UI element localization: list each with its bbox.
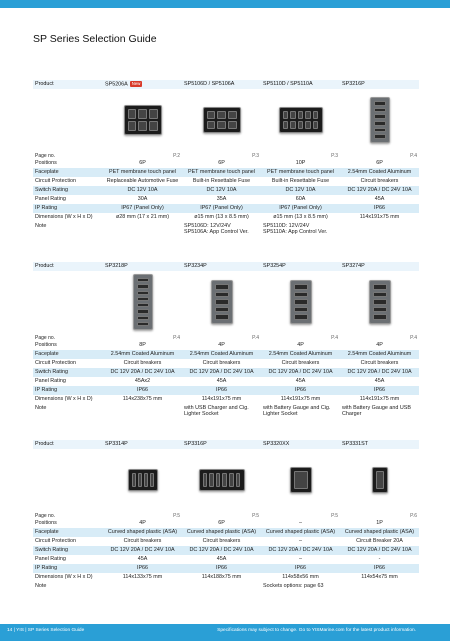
footer-disclaimer: Specifications may subject to change. Go to YISMarine.com for the latest product information. (217, 628, 416, 633)
product-name: SP3274P (342, 263, 365, 270)
page-ref: P.3 (331, 152, 338, 159)
spec-panel: 45A (216, 378, 227, 385)
footer-left-text: 14 | YIS | SP Series Selection Guide (7, 628, 85, 633)
spec-positions: 8P (139, 342, 146, 349)
spec-ip: IP66 (340, 204, 419, 213)
spec-dims: 114x133x75 mm (122, 574, 163, 581)
product-name: SP3331ST (342, 441, 369, 448)
label-panel: Panel Rating (35, 196, 66, 203)
label-switch: Switch Rating (33, 368, 103, 377)
label-ip: IP Rating (33, 564, 103, 573)
selection-table-1 (33, 80, 419, 245)
product-name-cell (103, 440, 182, 449)
spec-protection: Circuit breakers (123, 360, 162, 367)
spec-dims: 114x191x75 mm (280, 396, 321, 403)
product-name: SP3316P (184, 441, 207, 448)
label-product: Product (33, 80, 103, 89)
spec-note (340, 222, 419, 245)
product-image (340, 271, 419, 333)
page-ref: P.6 (410, 512, 417, 519)
spec-positions: – (299, 520, 302, 527)
product-image (261, 89, 340, 151)
spec-ip: IP66 (261, 386, 340, 395)
label-protection: Circuit Protection (35, 360, 77, 367)
spec-positions: 4P (139, 520, 146, 527)
spec-dims: 114x238x75 mm (122, 396, 163, 403)
product-name: SP3218P (105, 263, 128, 270)
label-protection: Circuit Protection (35, 178, 77, 185)
spec-switch: DC 12V 10A (261, 186, 340, 195)
spec-faceplate: PET membrane touch panel (182, 168, 261, 177)
spec-panel: – (299, 556, 302, 563)
spec-positions: 6P (218, 160, 225, 167)
spec-dims: 114x58x56 mm (282, 574, 319, 581)
spec-positions: 6P (376, 160, 383, 167)
product-image (340, 449, 419, 511)
page-ref: P.4 (252, 334, 259, 341)
spec-ip: IP67 (Panel Only) (182, 204, 261, 213)
spec-protection: – (299, 538, 302, 545)
spec-faceplate: Curved shaped plastic (ASA) (261, 528, 340, 537)
page-ref: P.4 (173, 334, 180, 341)
spec-ip: IP66 (182, 564, 261, 573)
spec-switch: DC 12V 20A / DC 24V 10A (340, 546, 419, 555)
spec-positions: 10P (295, 160, 306, 167)
spec-panel: 45A (295, 378, 306, 385)
label-dims: Dimensions (W x H x D) (35, 214, 93, 221)
page-ref: P.4 (410, 152, 417, 159)
spec-ip: IP66 (103, 386, 182, 395)
product-name: SP5106D / SP5106A (184, 81, 235, 88)
spec-note (103, 582, 182, 605)
spec-protection: Circuit breakers (360, 360, 399, 367)
product-name-cell (261, 80, 340, 89)
label-product: Product (33, 262, 103, 271)
spec-panel: 45A (216, 556, 227, 563)
spec-ip: IP66 (182, 386, 261, 395)
spec-faceplate: 2.54mm Coated Aluminum (340, 168, 419, 177)
spec-protection: Circuit breakers (202, 360, 241, 367)
product-name: SP5206A (105, 81, 128, 88)
spec-faceplate: Curved shaped plastic (ASA) (182, 528, 261, 537)
spec-dims: ø28 mm (17 x 21 mm) (115, 214, 170, 221)
product-name-cell (340, 440, 419, 449)
label-faceplate: Faceplate (33, 350, 103, 359)
page-ref: P.4 (410, 334, 417, 341)
spec-protection: Built-in Resettable Fuse (271, 178, 330, 185)
spec-ip: IP66 (261, 564, 340, 573)
page-ref: P.5 (173, 512, 180, 519)
product-name-cell (103, 80, 182, 89)
product-image (182, 89, 261, 151)
label-note: Note (35, 223, 47, 229)
label-product: Product (33, 440, 103, 449)
spec-switch: DC 12V 20A / DC 24V 10A (261, 546, 340, 555)
label-positions: Positions (35, 342, 57, 349)
selection-table-2 (33, 262, 419, 427)
spec-protection: Circuit breakers (202, 538, 241, 545)
product-name: SP3234P (184, 263, 207, 270)
product-name: SP3320XX (263, 441, 290, 448)
spec-note (103, 222, 182, 245)
label-positions: Positions (35, 160, 57, 167)
spec-dims: 114x188x75 mm (201, 574, 242, 581)
spec-dims: ø15 mm (13 x 8.5 mm) (273, 214, 328, 221)
label-panel: Panel Rating (35, 556, 66, 563)
label-page-no: Page no. (35, 152, 56, 159)
product-name: SP5110D / SP5110A (263, 81, 313, 88)
page-ref: P.4 (331, 334, 338, 341)
label-page-no: Page no. (35, 334, 56, 341)
label-faceplate: Faceplate (33, 168, 103, 177)
spec-ip: IP67 (Panel Only) (261, 204, 340, 213)
spec-faceplate: PET membrane touch panel (261, 168, 340, 177)
spec-faceplate: 2.54mm Coated Aluminum (103, 350, 182, 359)
spec-panel: 30A (137, 196, 148, 203)
spec-faceplate: Curved shaped plastic (ASA) (340, 528, 419, 537)
label-note: Note (35, 583, 47, 589)
spec-ip: IP66 (340, 386, 419, 395)
product-name-cell (340, 80, 419, 89)
spec-protection: Circuit breakers (123, 538, 162, 545)
spec-switch: DC 12V 20A / DC 24V 10A (182, 546, 261, 555)
label-page-no: Page no. (35, 512, 56, 519)
label-note: Note (35, 405, 47, 411)
label-faceplate: Faceplate (33, 528, 103, 537)
spec-switch: DC 12V 20A / DC 24V 10A (103, 546, 182, 555)
spec-switch: DC 12V 20A / DC 24V 10A (182, 368, 261, 377)
spec-dims: 114x54x75 mm (361, 574, 398, 581)
spec-faceplate: 2.54mm Coated Aluminum (182, 350, 261, 359)
spec-positions: 4P (376, 342, 383, 349)
product-image (261, 449, 340, 511)
spec-protection: Circuit breakers (281, 360, 320, 367)
spec-switch: DC 12V 20A / DC 24V 10A (340, 368, 419, 377)
spec-faceplate: 2.54mm Coated Aluminum (261, 350, 340, 359)
spec-panel: 35A (216, 196, 227, 203)
spec-note: with Battery Gauge and USB Charger (342, 405, 411, 418)
spec-panel: 45A (374, 196, 385, 203)
product-name: SP3254P (263, 263, 286, 270)
spec-note (103, 404, 182, 427)
product-image (103, 271, 182, 333)
product-name-cell (261, 440, 340, 449)
product-name-cell (103, 262, 182, 271)
spec-ip: IP67 (Panel Only) (103, 204, 182, 213)
spec-positions: 1P (376, 520, 383, 527)
product-name-cell (261, 262, 340, 271)
page-title: SP Series Selection Guide (33, 33, 157, 45)
spec-positions: 6P (139, 160, 146, 167)
label-protection: Circuit Protection (35, 538, 77, 545)
spec-panel: 60A (295, 196, 306, 203)
spec-switch: DC 12V 20A / DC 24V 10A (103, 368, 182, 377)
spec-switch: DC 12V 20A / DC 24V 10A (261, 368, 340, 377)
spec-note: with USB Charger and Cig. Lighter Socket (184, 405, 249, 418)
spec-note: SP5106D: 12V/24V SP5106A: App Control Ver. (184, 223, 249, 236)
page-ref: P.5 (252, 512, 259, 519)
new-badge: New (131, 81, 141, 87)
top-accent-bar (0, 0, 450, 8)
product-image (261, 271, 340, 333)
spec-protection: Circuit breakers (360, 178, 399, 185)
spec-note: with Battery Gauge and Cig. Lighter Socket (263, 405, 331, 418)
product-image (340, 89, 419, 151)
spec-panel: 45A (137, 556, 148, 563)
spec-note (182, 582, 261, 605)
spec-positions: 4P (297, 342, 304, 349)
page-footer (0, 624, 450, 641)
product-name-cell (182, 440, 261, 449)
product-image (182, 449, 261, 511)
product-name-cell (340, 262, 419, 271)
label-positions: Positions (35, 520, 57, 527)
label-switch: Switch Rating (33, 546, 103, 555)
spec-protection: Circuit Breaker 20A (356, 538, 403, 545)
label-switch: Switch Rating (33, 186, 103, 195)
spec-faceplate: 2.54mm Coated Aluminum (340, 350, 419, 359)
spec-dims: ø15 mm (13 x 8.5 mm) (194, 214, 249, 221)
spec-note (340, 582, 419, 605)
spec-faceplate: Curved shaped plastic (ASA) (103, 528, 182, 537)
label-dims: Dimensions (W x H x D) (35, 396, 93, 403)
spec-panel: 45Ax2 (134, 378, 151, 385)
spec-faceplate: PET membrane touch panel (103, 168, 182, 177)
page-ref: P.3 (252, 152, 259, 159)
label-ip: IP Rating (33, 204, 103, 213)
product-name-cell (182, 262, 261, 271)
label-dims: Dimensions (W x H x D) (35, 574, 93, 581)
label-ip: IP Rating (33, 386, 103, 395)
spec-panel: 45A (374, 378, 385, 385)
spec-dims: 114x191x75 mm (359, 214, 400, 221)
spec-switch: DC 12V 20A / DC 24V 10A (340, 186, 419, 195)
product-name: SP3216P (342, 81, 365, 88)
selection-table-3 (33, 440, 419, 605)
spec-positions: 6P (218, 520, 225, 527)
page-ref: P.5 (331, 512, 338, 519)
spec-positions: 4P (218, 342, 225, 349)
product-image (182, 271, 261, 333)
spec-note: SP5110D: 12V/24V SP5110A: App Control Ver. (263, 223, 328, 236)
product-image (103, 449, 182, 511)
page-ref: P.2 (173, 152, 180, 159)
spec-dims: 114x191x75 mm (201, 396, 242, 403)
spec-note: Sockets options: page 63 (263, 583, 324, 589)
product-name-cell (182, 80, 261, 89)
spec-switch: DC 12V 10A (182, 186, 261, 195)
spec-switch: DC 12V 10A (103, 186, 182, 195)
spec-protection: Built-in Resettable Fuse (192, 178, 251, 185)
spec-dims: 114x191x75 mm (359, 396, 400, 403)
product-image (103, 89, 182, 151)
spec-ip: IP66 (340, 564, 419, 573)
spec-ip: IP66 (103, 564, 182, 573)
spec-protection: Replaceable Automotive Fuse (106, 178, 179, 185)
label-panel: Panel Rating (35, 378, 66, 385)
spec-panel: - (378, 556, 381, 563)
product-name: SP3314P (105, 441, 128, 448)
